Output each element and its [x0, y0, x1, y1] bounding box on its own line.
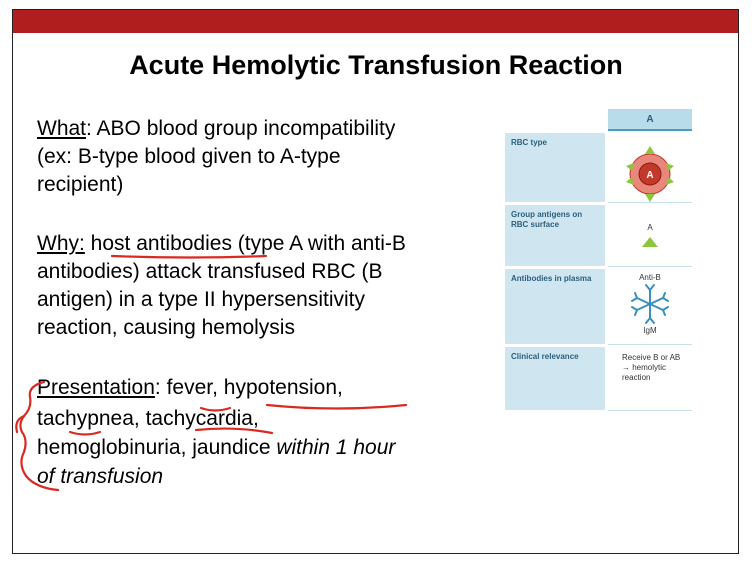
- underline-host-antibodies: [112, 256, 266, 258]
- pres-label: Presentation: [37, 376, 155, 399]
- pres-text: : fever, hypotension,: [154, 376, 343, 399]
- why-text: host antibodies (type A with anti-B: [84, 232, 406, 255]
- row-label-clinical: Clinical relevance: [505, 347, 605, 411]
- row-label-rbc-type: RBC type: [505, 133, 605, 203]
- underline-tachycardia: [196, 429, 272, 433]
- row-label-antibodies: Antibodies in plasma: [505, 269, 605, 345]
- pres-line-2: tachypnea, tachycardia,: [37, 407, 259, 430]
- what-line-2: (ex: B-type blood given to A-type: [37, 145, 341, 168]
- what-label: What: [37, 117, 87, 140]
- antigen-value: A: [647, 223, 653, 232]
- slide-title: Acute Hemolytic Transfusion Reaction: [129, 50, 623, 80]
- bracket-mark: [20, 382, 58, 490]
- why-line-2: antibodies) attack transfused RBC (B: [37, 260, 383, 283]
- rbc-letter: A: [646, 170, 654, 181]
- clinical-relevance-cell: Receive B or AB → hemolytic reaction: [608, 347, 692, 411]
- table-header-a: A: [608, 109, 692, 131]
- antibodies-cell: [608, 269, 692, 345]
- antigen-triangle-icon: [640, 236, 660, 248]
- what-line-3: recipient): [37, 173, 124, 196]
- antibody-value: Anti-B: [639, 273, 661, 282]
- underline-fever: [201, 408, 230, 411]
- why-label: Why:: [37, 232, 85, 255]
- pres-line-3-italic: within 1 hour: [276, 436, 396, 459]
- abo-reference-table: [505, 109, 692, 411]
- igm-antibody-icon: [628, 282, 672, 326]
- group-antigens-cell: [608, 205, 692, 267]
- underline-tachypnea: [70, 432, 100, 435]
- antibody-sub: IgM: [643, 326, 657, 335]
- pres-line-3-text: hemoglobinuria, jaundice: [37, 436, 277, 459]
- rbc-icon: [608, 133, 692, 203]
- why-line-4: reaction, causing hemolysis: [37, 316, 295, 339]
- underline-hypotension: [267, 405, 406, 409]
- row-label-group-antigens: Group antigens on RBC surface: [505, 205, 605, 267]
- rbc-type-cell: [608, 133, 692, 203]
- pres-line-4: of transfusion: [37, 465, 164, 488]
- what-text: : ABO blood group incompatibility: [86, 117, 396, 140]
- why-line-3: antigen) in a type II hypersensitivity: [37, 288, 366, 311]
